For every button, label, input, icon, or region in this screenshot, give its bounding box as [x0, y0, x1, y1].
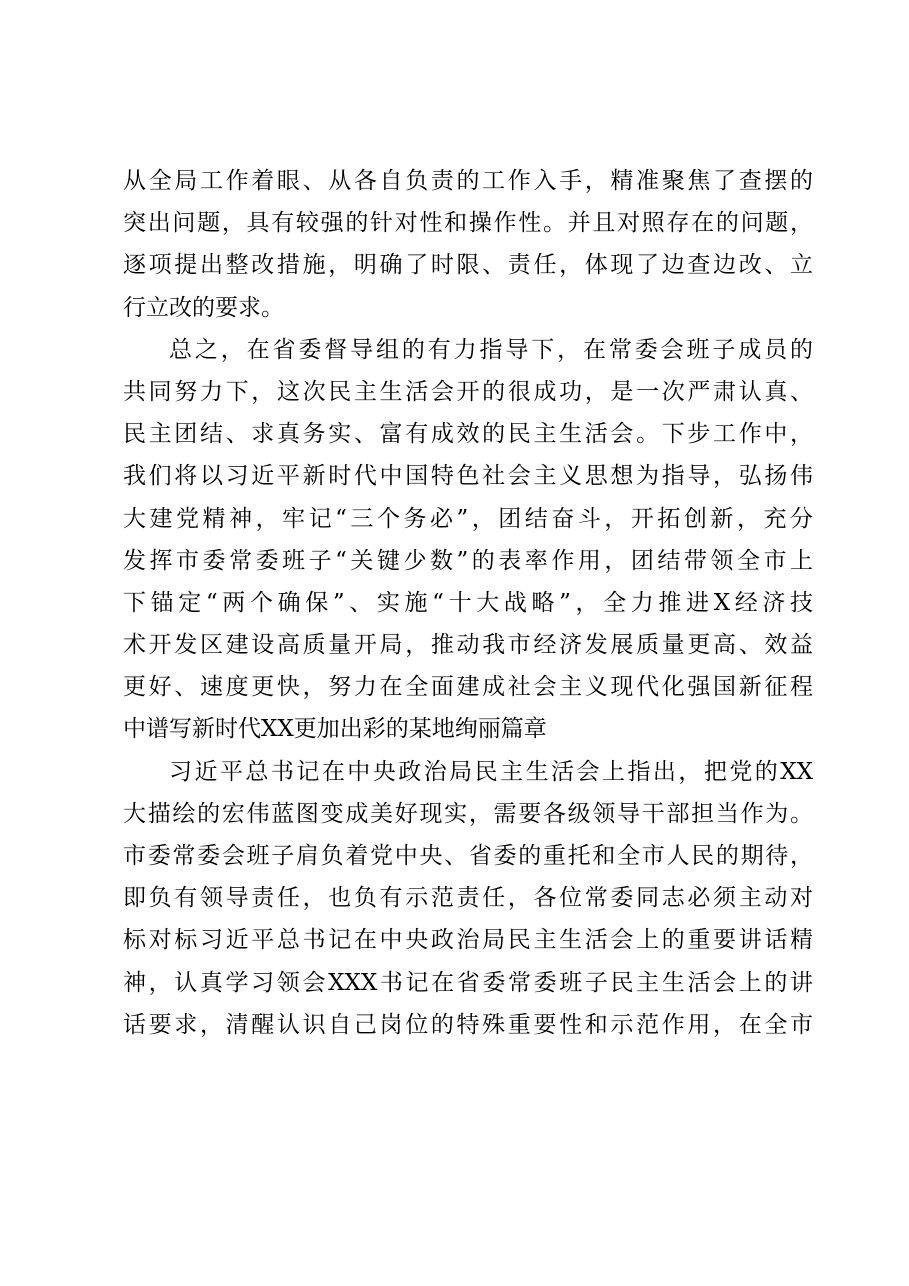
- document-body: [123, 160, 813, 1046]
- text-line: 发挥市委常委班子“关键少数”的表率作用，团结带领全市上: [123, 547, 813, 574]
- text-line: 市委常委会班子肩负着党中央、省委的重托和全市人民的期待，: [123, 843, 813, 869]
- text-line: 民主团结、求真务实、富有成效的民主生活会。下步工作中，: [123, 421, 813, 448]
- paragraph-2: [123, 329, 813, 751]
- text-line: 逐项提出整改措施，明确了时限、责任，体现了边查边改、立: [123, 252, 813, 279]
- paragraph-1: [123, 160, 813, 329]
- text-line: 神，认真学习领会XXX书记在省委常委班子民主生活会上的讲: [123, 969, 813, 996]
- text-line: 大描绘的宏伟蓝图变成美好现实，需要各级领导干部担当作为。: [123, 800, 813, 827]
- text-line: 更好、速度更快，努力在全面建成社会主义现代化强国新征程: [123, 674, 813, 701]
- text-line: 中谱写新时代XX更加出彩的某地绚丽篇章: [123, 716, 547, 743]
- text-line: 总之，在省委督导组的有力指导下，在常委会班子成员的: [169, 336, 813, 363]
- text-line: 大建党精神，牢记“三个务必”，团结奋斗，开拓创新，充分: [123, 505, 813, 532]
- text-line: 我们将以习近平新时代中国特色社会主义思想为指导，弘扬伟: [123, 463, 813, 490]
- text-line: 习近平总书记在中央政治局民主生活会上指出，把党的XX: [169, 758, 813, 785]
- text-line: 标对标习近平总书记在中央政治局民主生活会上的重要讲话精: [123, 927, 813, 954]
- text-line: 下锚定“两个确保”、实施“十大战略”，全力推进X经济技: [123, 589, 813, 616]
- paragraph-3: [123, 751, 813, 1046]
- text-line: 共同努力下，这次民主生活会开的很成功，是一次严肃认真、: [123, 378, 813, 405]
- text-line: 话要求，清醒认识自己岗位的特殊重要性和示范作用，在全市: [123, 1011, 813, 1038]
- text-line: 从全局工作着眼、从各自负责的工作入手，精准聚焦了查摆的: [123, 168, 813, 194]
- text-line: 术开发区建设高质量开局，推动我市经济发展质量更高、效益: [123, 632, 813, 659]
- text-line: 突出问题，具有较强的针对性和操作性。并且对照存在的问题，: [123, 210, 813, 237]
- text-line: 行立改的要求。: [123, 294, 284, 321]
- text-line: 即负有领导责任，也负有示范责任，各位常委同志必须主动对: [123, 885, 813, 912]
